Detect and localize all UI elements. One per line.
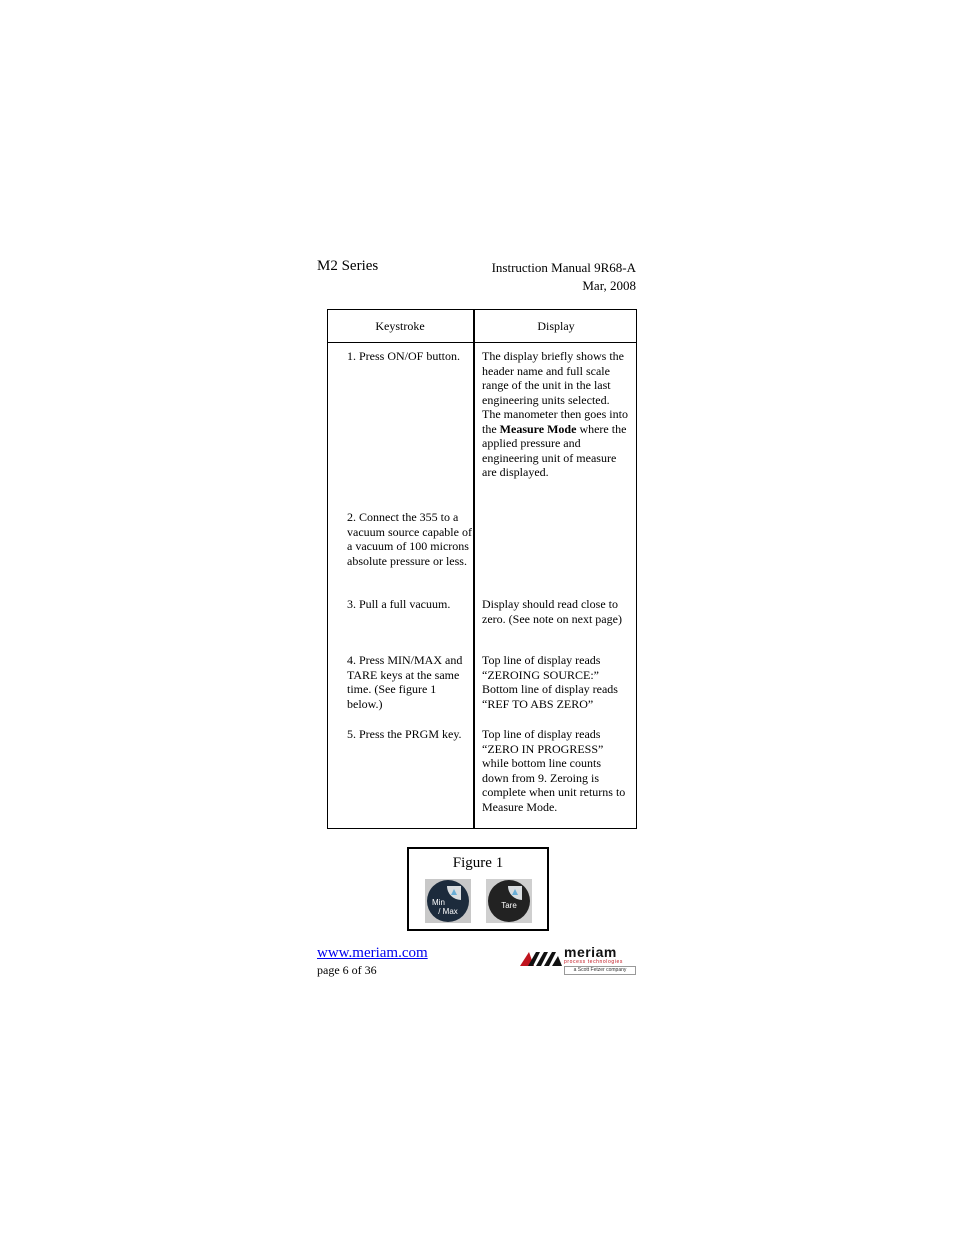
step-4-display: Top line of display reads “ZEROING SOURCE:” Bottom line of display reads “REF TO ABS ZERO” bbox=[482, 653, 618, 711]
step-3-display: Display should read close to zero. (See note on next page) bbox=[482, 597, 622, 626]
min-max-label-line1: Min bbox=[432, 898, 445, 907]
triangle-icon bbox=[512, 889, 518, 895]
tare-key-image bbox=[486, 879, 532, 923]
figure-title: Figure 1 bbox=[452, 855, 504, 871]
step-1-display-text-b: where the applied pressure and engineering unit of measure are displayed. bbox=[482, 421, 627, 479]
tare-label: Tare bbox=[501, 901, 517, 910]
meriam-logo-mark-icon bbox=[520, 948, 564, 970]
column-divider bbox=[473, 309, 475, 829]
step-4-keystroke: 4. Press MIN/MAX and TARE keys at the same time. (See figure 1 below.) bbox=[347, 653, 463, 711]
manual-date: Mar, 2008 bbox=[582, 278, 636, 293]
measure-mode-term: Measure Mode bbox=[499, 421, 577, 436]
min-max-key-image bbox=[425, 879, 471, 923]
page-number: page 6 of 36 bbox=[317, 963, 377, 977]
step-3-keystroke: 3. Pull a full vacuum. bbox=[347, 597, 451, 611]
series-title: M2 Series bbox=[317, 258, 379, 274]
step-5-keystroke: 5. Press the PRGM key. bbox=[347, 727, 462, 741]
website-link[interactable]: www.meriam.com bbox=[317, 945, 428, 961]
procedure-table bbox=[327, 309, 637, 829]
tare-key-disc bbox=[488, 880, 530, 922]
step-1-display-text-a: The display briefly shows the header name and full scale range of the unit in the last engineering units selected. The manometer then goes into the bbox=[482, 349, 628, 436]
meriam-logo bbox=[520, 946, 638, 976]
keystroke-column-header: Keystroke bbox=[375, 319, 425, 333]
step-1-display bbox=[482, 349, 630, 480]
display-column-header: Display bbox=[537, 319, 575, 333]
step-1-keystroke: 1. Press ON/OF button. bbox=[347, 349, 461, 363]
step-5-display: Top line of display reads “ZERO IN PROGRESS” while bottom line counts down from 9. Zeroing is complete when unit returns to Measure Mode. bbox=[482, 727, 626, 814]
logo-subtitle: process technologies bbox=[564, 959, 623, 965]
logo-wordmark: meriam bbox=[564, 944, 617, 960]
triangle-icon bbox=[451, 889, 457, 895]
header-divider bbox=[327, 342, 637, 343]
min-max-key-disc bbox=[427, 880, 469, 922]
step-2-keystroke: 2. Connect the 355 to a vacuum source capable of a vacuum of 100 microns absolute pressure or less. bbox=[347, 510, 472, 568]
manual-info bbox=[492, 259, 636, 295]
min-max-label-line2: / Max bbox=[438, 907, 458, 916]
manual-number: Instruction Manual 9R68-A bbox=[491, 260, 636, 275]
figure-1 bbox=[407, 847, 549, 931]
logo-tagline: a Scott Fetzer company bbox=[564, 966, 636, 975]
